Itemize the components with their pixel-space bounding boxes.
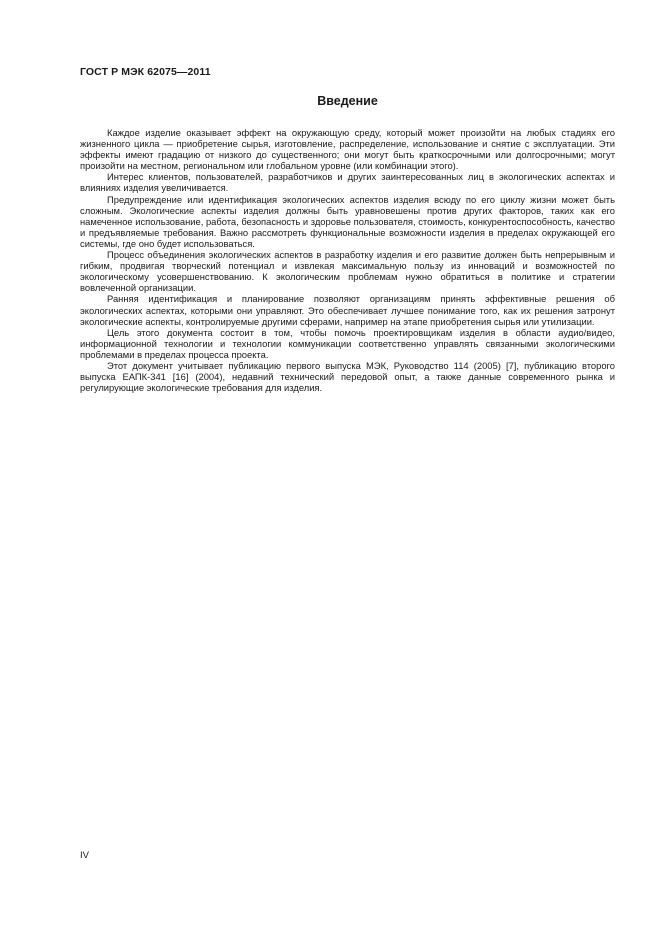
- paragraph-stakeholder-interest: Интерес клиентов, пользователей, разработчиков и других заинтересованных лиц в экологических аспектах и влияниях изделия увеличивается.: [80, 171, 615, 194]
- document-code-header: ГОСТ Р МЭК 62075—2011: [80, 66, 211, 78]
- paragraph-early-identification: Ранняя идентификация и планирование позволяют организациям принять эффективные решения об экологических аспектах, которыми они управляют. Это обеспечивает лучшее понимание того, как их решения затронут экологические аспекты, контролируемые другими сферами, например на этапе приобретения сырья или утилизации.: [80, 293, 615, 327]
- section-title: Введение: [317, 94, 378, 108]
- paragraph-references: Этот документ учитывает публикацию первого выпуска МЭК, Руководство 114 (2005) [7], публикацию второго выпуска ЕАПК-341 [16] (2004), недавний технический передовой опыт, а также данные современного рынка и регулирующие экологические требования для изделия.: [80, 359, 615, 394]
- page-number: IV: [80, 850, 89, 861]
- paragraph-identification-complexity: Предупреждение или идентификация экологических аспектов изделия всюду по его циклу жизни может быть сложным. Экологические аспекты изделия должны быть уравновешены против других факторов, таких как его намеченное использование, работа, безопасность и здоровье пользователя, стоимость, конкурентоспособность, качество и предъявляемые требования. Важно рассмотреть функциональные возможности изделия в пределах окружающей его системы, где оно будет использоваться.: [80, 193, 615, 249]
- paragraph-document-purpose: Цель этого документа состоит в том, чтобы помочь проектировщикам изделия в области аудио/видео, информационной технологии и технологии коммуникации соответственно управлять связанными экологическими проблемами в пределах процесса проекта.: [80, 326, 615, 360]
- introduction-body: [80, 127, 615, 393]
- paragraph-environmental-effects: Каждое изделие оказывает эффект на окружающую среду, который может произойти на любых стадиях его жизненного цикла — приобретение сырья, изготовление, распределение, использование и снятие с эксплуатации. Эти эффекты имеют градацию от низкого до существенного; они могут быть краткосрочными или долгосрочными; могут произойти на местном, региональном или глобальном уровне (или комбинации этого).: [80, 127, 615, 172]
- paragraph-integration-process: Процесс объединения экологических аспектов в разработку изделия и его развитие должен быть непрерывным и гибким, продвигая творческий потенциал и извлекая максимальную пользу из инноваций и возможностей по экологическому усовершенствованию. К экологическим проблемам нужно обратиться в политике и стратегии вовлеченной организации.: [80, 249, 615, 294]
